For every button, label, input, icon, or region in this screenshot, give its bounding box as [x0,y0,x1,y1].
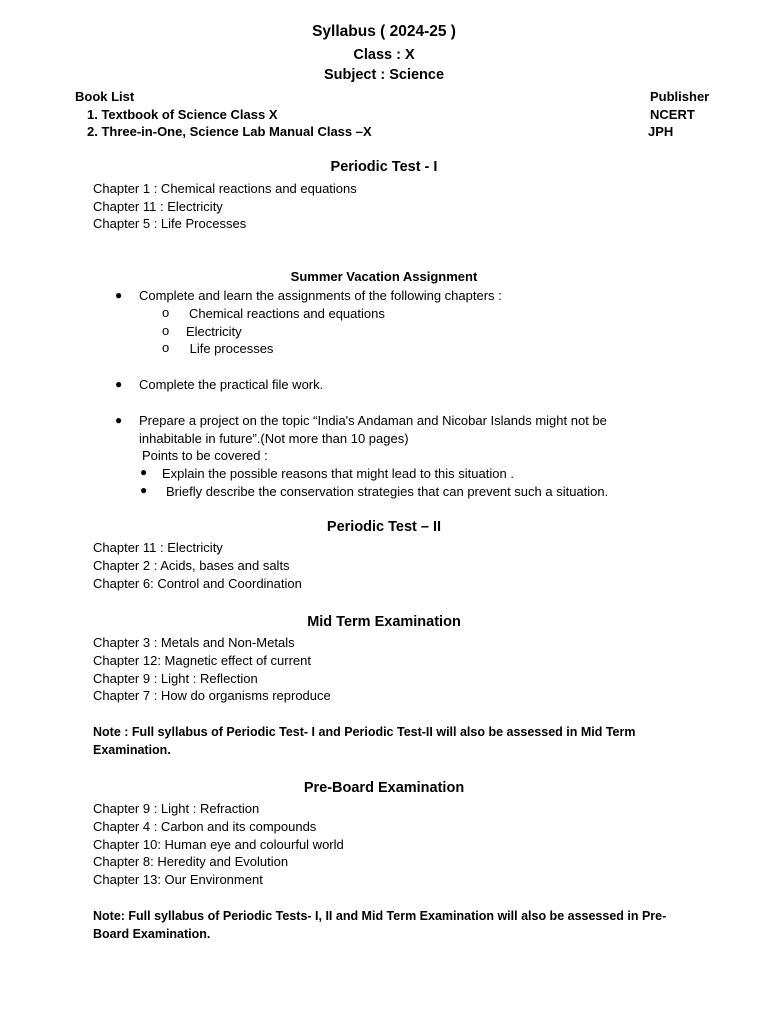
chapter-item: Chapter 9 : Light : Reflection [93,671,258,686]
point-item: Briefly describe the conservation strategies that can prevent such a situation. [166,484,609,499]
chapter-item: Chapter 6: Control and Coordination [93,576,302,591]
chapter-item: Chapter 13: Our Environment [93,872,263,887]
pre-board-note-continued: Board Examination. [93,927,211,941]
book-list-heading: Book List [75,89,135,104]
bullet-icon: ● [140,465,148,479]
assignment-item: Complete and learn the assignments of the following chapters : [139,288,502,303]
chapter-item: Chapter 12: Magnetic effect of current [93,653,311,668]
point-item: Explain the possible reasons that might lead to this situation . [162,466,514,481]
assignment-item: Prepare a project on the topic “India's Andaman and Nicobar Islands might not be [139,413,607,428]
chapter-item: Chapter 10: Human eye and colourful world [93,837,344,852]
chapter-item: Chapter 5 : Life Processes [93,216,247,231]
page-title: Syllabus ( 2024-25 ) [312,23,456,40]
assignment-sub-item: Life processes [186,341,274,356]
subject-label: Subject : Science [323,67,445,83]
circle-bullet-icon: o [162,323,170,338]
mid-term-note: Note : Full syllabus of Periodic Test- I and Periodic Test-II will also be assessed in Mid Term [93,725,636,739]
assignment-item: Complete the practical file work. [139,377,324,392]
assignment-sub-item: Electricity [186,324,242,339]
section-heading-pre-board: Pre-Board Examination [303,780,465,796]
section-heading-periodic-test-2: Periodic Test – II [326,519,442,535]
circle-bullet-icon: o [162,305,170,320]
publisher-heading: Publisher [650,89,710,104]
chapter-item: Chapter 9 : Light : Refraction [93,801,260,816]
book-name: 2. Three-in-One, Science Lab Manual Class –X [87,124,372,139]
circle-bullet-icon: o [162,340,170,355]
pre-board-note: Note: Full syllabus of Periodic Tests- I, II and Mid Term Examination will also be assessed in Pre- [93,909,667,923]
chapter-item: Chapter 2 : Acids, bases and salts [93,558,290,573]
chapter-item: Chapter 11 : Electricity [93,199,223,214]
points-label: Points to be covered : [142,448,268,463]
book-publisher: NCERT [650,107,695,122]
assignment-sub-item: Chemical reactions and equations [189,306,385,321]
assignment-item-continued: inhabitable in future”.(Not more than 10 pages) [139,431,409,446]
chapter-item: Chapter 1 : Chemical reactions and equations [93,181,357,196]
section-heading-periodic-test-1: Periodic Test - I [330,159,438,175]
class-label: Class : X [353,47,415,63]
section-heading-summer-assignment: Summer Vacation Assignment [290,269,478,284]
mid-term-note-continued: Examination. [93,743,171,757]
bullet-icon: ● [115,377,123,391]
section-heading-mid-term: Mid Term Examination [307,614,461,630]
book-publisher: JPH [648,124,674,139]
chapter-item: Chapter 11 : Electricity [93,540,223,555]
bullet-icon: ● [115,288,123,302]
bullet-icon: ● [115,413,123,427]
bullet-icon: ● [140,483,148,497]
book-name: 1. Textbook of Science Class X [87,107,278,122]
chapter-item: Chapter 7 : How do organisms reproduce [93,688,331,703]
chapter-item: Chapter 4 : Carbon and its compounds [93,819,317,834]
chapter-item: Chapter 3 : Metals and Non-Metals [93,635,295,650]
chapter-item: Chapter 8: Heredity and Evolution [93,854,289,869]
